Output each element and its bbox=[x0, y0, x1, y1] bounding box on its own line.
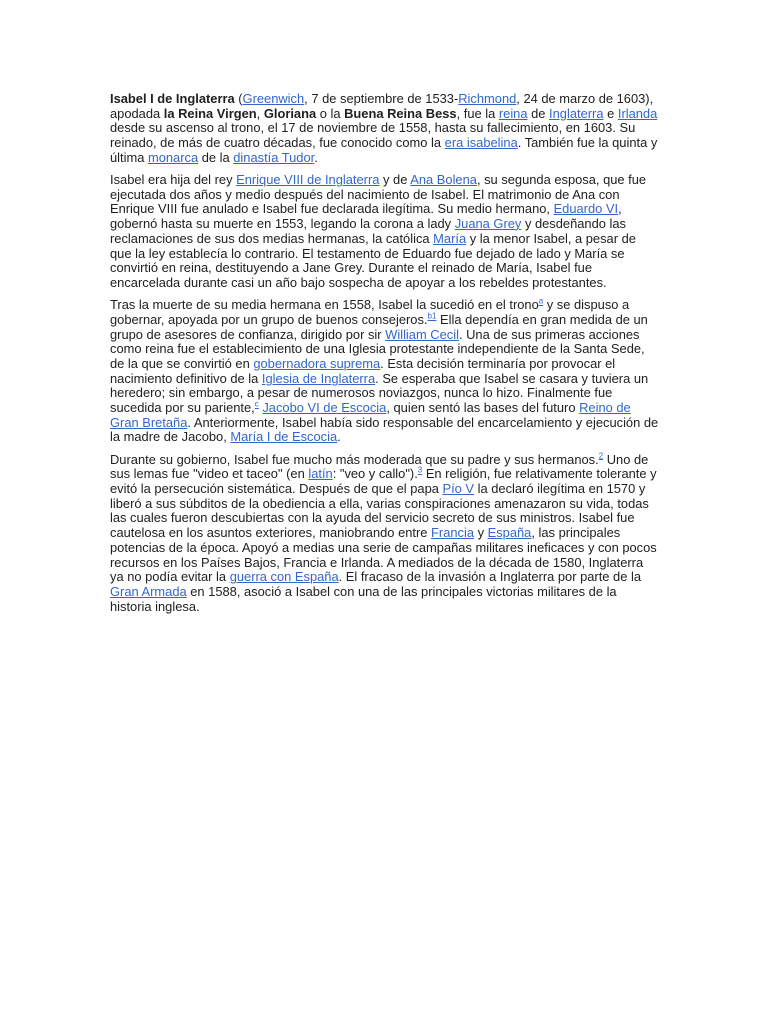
wiki-link[interactable]: Gran Armada bbox=[110, 584, 187, 599]
text-run: , quien sentó las bases del futuro bbox=[386, 400, 580, 416]
wiki-link[interactable]: gobernadora suprema bbox=[253, 355, 381, 371]
text-run: la declaró ilegítima en 1570 y liberó a sus súbditos de la obediencia a ella, varias conspiraciones amenazaron su vida, todas las cuales fueron descubiertas con la ayuda del servicio secreto de sus ministros. Isabel fue cautelosa en los asuntos exteriores, maniobrando entre bbox=[110, 481, 649, 541]
wiki-link[interactable]: guerra con España bbox=[229, 569, 339, 585]
wiki-link[interactable]: España bbox=[487, 525, 532, 541]
text-run: . También fue la quinta y última bbox=[110, 135, 658, 165]
text-run: y bbox=[474, 525, 488, 541]
paragraph bbox=[110, 173, 660, 291]
bold-term: Gloriana bbox=[263, 105, 317, 121]
text-run: Ella dependía en gran medida de un grupo de asesores de confianza, dirigido por sir bbox=[110, 311, 648, 342]
wiki-link[interactable]: Eduardo VI bbox=[553, 201, 619, 217]
text-run: Tras la muerte de su media hermana en 1558, Isabel la sucedió en el trono bbox=[110, 297, 539, 313]
text-run: e bbox=[603, 105, 618, 121]
wiki-link[interactable]: William Cecil bbox=[385, 326, 459, 342]
wiki-link[interactable]: Inglaterra bbox=[549, 105, 604, 121]
bold-term: Buena Reina Bess bbox=[344, 105, 457, 121]
wiki-link[interactable]: Enrique VIII de Inglaterra bbox=[236, 172, 380, 188]
wiki-link[interactable]: Francia bbox=[431, 525, 475, 541]
text-run: Isabel era hija del rey bbox=[110, 172, 237, 188]
footnote-ref[interactable]: b1 bbox=[427, 311, 437, 321]
article-body bbox=[110, 92, 660, 622]
text-run: desde su ascenso al trono, el 17 de noviembre de 1558, hasta su fallecimiento, en 1603. Su reinado, de más de cuatro décadas, fue conocido como la bbox=[110, 120, 636, 151]
text-run: , 7 de septiembre de 1533- bbox=[304, 91, 459, 106]
wiki-link[interactable]: Irlanda bbox=[617, 105, 658, 121]
paragraph bbox=[110, 92, 660, 166]
text-run: o la bbox=[316, 105, 345, 121]
text-run: Uno de sus lemas fue "video et taceo" (en bbox=[110, 451, 649, 482]
text-run: . Una de sus primeras acciones como reina fue el establecimiento de una Iglesia protestante independiente de la Santa Sede, de la que se convirtió en bbox=[110, 326, 645, 371]
footnote-ref[interactable]: c bbox=[254, 399, 259, 409]
wiki-link[interactable]: era isabelina bbox=[444, 135, 518, 151]
text-run: y de bbox=[379, 172, 411, 188]
wiki-link[interactable]: María I de Escocia bbox=[230, 429, 338, 445]
text-run: , 24 de marzo de 1603), apodada bbox=[110, 91, 654, 121]
text-run: y se dispuso a gobernar, apoyada por un grupo de buenos consejeros. bbox=[110, 297, 630, 327]
text-run: y la menor Isabel, a pesar de que la ley establecía lo contrario. El testamento de Eduardo fue dejado de lado y María se convirtió en reina, destituyendo a Jane Grey. Durante el reinado de María, Isabel fue encarcelada durante casi un año bajo sospecha de apoyar a los rebeldes protestantes. bbox=[110, 230, 636, 290]
wiki-link[interactable]: Jacobo VI de Escocia bbox=[262, 400, 387, 416]
text-run: en 1588, asoció a Isabel con una de las principales victorias militares de la historia inglesa. bbox=[110, 584, 617, 614]
text-run: . bbox=[337, 429, 341, 445]
text-run: . bbox=[314, 149, 318, 165]
wiki-link[interactable]: dinastía Tudor bbox=[233, 149, 315, 165]
wiki-link[interactable]: reina bbox=[498, 105, 528, 121]
paragraph bbox=[110, 298, 660, 445]
paragraph bbox=[110, 453, 660, 615]
footnote-ref[interactable]: 3 bbox=[417, 466, 423, 476]
text-run: , fue la bbox=[456, 105, 499, 121]
text-run: , su segunda esposa, que fue ejecutada dos años y medio después del nacimiento de Isabel. El matrimonio de Ana con Enrique VIII fue anulado e Isabel fue declarada ilegítima. Su medio hermano, bbox=[110, 172, 647, 217]
wiki-link[interactable]: monarca bbox=[147, 149, 199, 165]
text-run: . El fracaso de la invasión a Inglaterra por parte de la bbox=[338, 569, 642, 585]
text-run: de bbox=[527, 105, 550, 121]
footnote-ref[interactable]: a bbox=[538, 296, 544, 306]
text-run: . Esta decisión terminaría por provocar el nacimiento definitivo de la bbox=[110, 355, 616, 386]
bold-term: la Reina Virgen bbox=[163, 105, 257, 121]
text-run: : "veo y callo"). bbox=[332, 466, 418, 482]
wiki-link[interactable]: Juana Grey bbox=[454, 216, 522, 232]
wiki-link[interactable]: Pío V bbox=[442, 481, 475, 497]
text-run: , gobernó hasta su muerte en 1553, legando la corona a lady bbox=[110, 201, 622, 232]
text-run: . Anteriormente, Isabel había sido responsable del encarcelamiento y ejecución de la madre de Jacobo, bbox=[110, 414, 659, 445]
text-run: , las principales potencias de la época. Apoyó a medias una serie de campañas militares ineficaces y con pocos recursos en los Países Bajos, Francia e Irlanda. A mediados de la década de 1580, Inglaterra ya no podía evitar la bbox=[110, 525, 657, 585]
bold-term: Isabel I de Inglaterra bbox=[110, 91, 235, 106]
footnote-ref[interactable]: 2 bbox=[598, 451, 604, 461]
wiki-link[interactable]: María bbox=[433, 230, 467, 246]
wiki-link[interactable]: Ana Bolena bbox=[410, 172, 477, 188]
wiki-link[interactable]: Reino de Gran Bretaña bbox=[110, 400, 631, 430]
text-run: . Se esperaba que Isabel se casara y tuviera un heredero; sin embargo, a pesar de numerosos noviazgos, nunca lo hizo. Finalmente fue sucedida por su pariente, bbox=[110, 370, 649, 416]
text-run: En religión, fue relativamente tolerante y evitó la persecución sistemática. Después de que el papa bbox=[110, 466, 657, 497]
text-run: Durante su gobierno, Isabel fue mucho más moderada que su padre y sus hermanos. bbox=[110, 451, 599, 467]
wiki-link[interactable]: Greenwich bbox=[242, 91, 305, 106]
wiki-link[interactable]: latín bbox=[308, 466, 333, 482]
text-run: de la bbox=[198, 149, 234, 165]
text-run: , bbox=[256, 105, 264, 121]
wiki-link[interactable]: Richmond bbox=[458, 91, 517, 106]
text-run: y desdeñando las reclamaciones de sus dos medias hermanas, la católica bbox=[110, 216, 626, 246]
wiki-link[interactable]: Iglesia de Inglaterra bbox=[261, 370, 376, 386]
text-run: ( bbox=[234, 91, 243, 106]
